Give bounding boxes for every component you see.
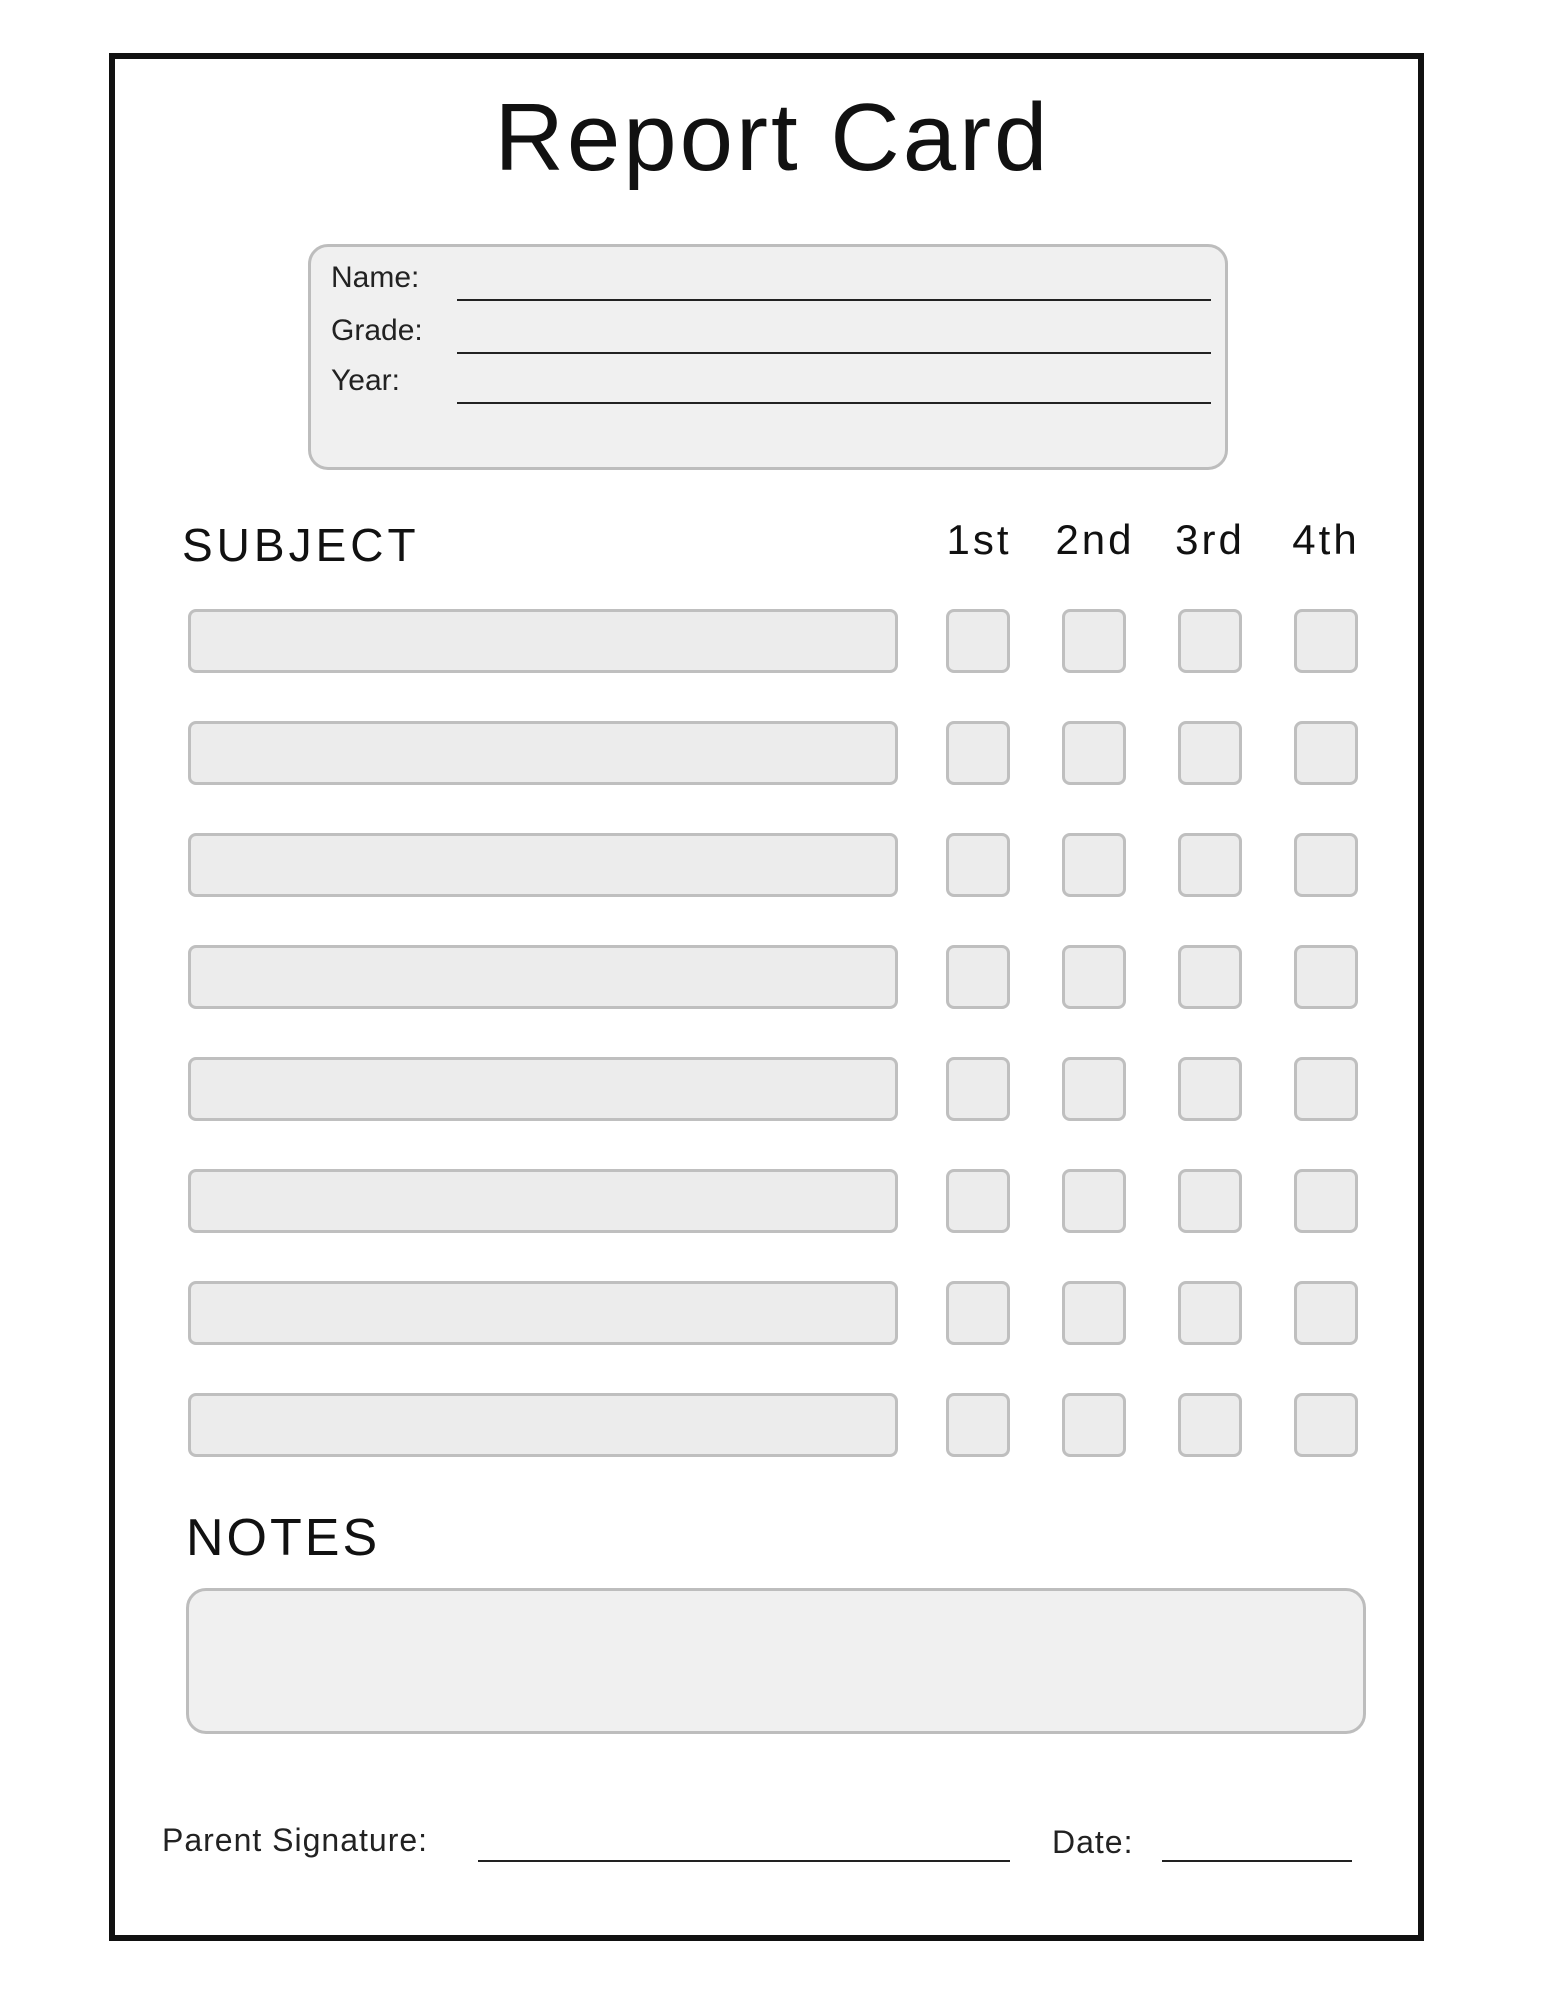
year-row	[331, 360, 1211, 404]
grade-box-q3[interactable]	[1178, 721, 1242, 785]
parent-signature-label: Parent Signature:	[162, 1822, 429, 1858]
grade-box-q3[interactable]	[1178, 1057, 1242, 1121]
grade-box-q4[interactable]	[1294, 609, 1358, 673]
grade-box-q1[interactable]	[946, 833, 1010, 897]
subject-field[interactable]	[188, 833, 898, 897]
grade-box-q2[interactable]	[1062, 1393, 1126, 1457]
subject-field[interactable]	[188, 1169, 898, 1233]
notes-header: NOTES	[186, 1509, 381, 1567]
quarter-header-1: 1st	[946, 516, 1012, 563]
grade-box-q1[interactable]	[946, 1169, 1010, 1233]
quarter-header-4: 4th	[1292, 516, 1360, 563]
grade-box-q3[interactable]	[1178, 833, 1242, 897]
grade-row	[331, 310, 1211, 354]
grade-box-q4[interactable]	[1294, 1281, 1358, 1345]
subject-field[interactable]	[188, 945, 898, 1009]
grade-box-q1[interactable]	[946, 1281, 1010, 1345]
grade-box-q2[interactable]	[1062, 945, 1126, 1009]
subject-field[interactable]	[188, 721, 898, 785]
grade-box-q4[interactable]	[1294, 945, 1358, 1009]
name-row	[331, 257, 1211, 301]
quarter-header-3: 3rd	[1175, 516, 1245, 563]
student-info-box	[308, 244, 1228, 470]
subject-column-header: SUBJECT	[182, 519, 420, 571]
grade-box-q2[interactable]	[1062, 1057, 1126, 1121]
grade-box-q3[interactable]	[1178, 1281, 1242, 1345]
grade-box-q4[interactable]	[1294, 833, 1358, 897]
page-title: Report Card	[494, 84, 1051, 191]
grade-box-q4[interactable]	[1294, 721, 1358, 785]
subject-field[interactable]	[188, 609, 898, 673]
grade-box-q2[interactable]	[1062, 1281, 1126, 1345]
date-field[interactable]	[1162, 1860, 1352, 1862]
notes-field[interactable]	[186, 1588, 1366, 1734]
grade-box-q1[interactable]	[946, 721, 1010, 785]
grade-box-q3[interactable]	[1178, 609, 1242, 673]
grade-label: Grade:	[331, 314, 423, 347]
grade-box-q2[interactable]	[1062, 721, 1126, 785]
subject-field[interactable]	[188, 1057, 898, 1121]
grade-box-q3[interactable]	[1178, 1169, 1242, 1233]
grade-box-q3[interactable]	[1178, 945, 1242, 1009]
grade-box-q2[interactable]	[1062, 609, 1126, 673]
subject-field[interactable]	[188, 1393, 898, 1457]
grade-box-q1[interactable]	[946, 1393, 1010, 1457]
grade-box-q3[interactable]	[1178, 1393, 1242, 1457]
grade-field[interactable]	[457, 352, 1211, 354]
grade-box-q1[interactable]	[946, 609, 1010, 673]
grade-box-q2[interactable]	[1062, 833, 1126, 897]
name-label: Name:	[331, 261, 420, 294]
subject-field[interactable]	[188, 1281, 898, 1345]
date-label: Date:	[1052, 1824, 1134, 1860]
grade-box-q4[interactable]	[1294, 1169, 1358, 1233]
grade-box-q4[interactable]	[1294, 1057, 1358, 1121]
parent-signature-field[interactable]	[478, 1860, 1010, 1862]
grade-box-q1[interactable]	[946, 945, 1010, 1009]
year-label: Year:	[331, 364, 400, 397]
grade-box-q2[interactable]	[1062, 1169, 1126, 1233]
grade-box-q4[interactable]	[1294, 1393, 1358, 1457]
name-field[interactable]	[457, 299, 1211, 301]
year-field[interactable]	[457, 402, 1211, 404]
grade-box-q1[interactable]	[946, 1057, 1010, 1121]
quarter-header-2: 2nd	[1055, 516, 1135, 563]
